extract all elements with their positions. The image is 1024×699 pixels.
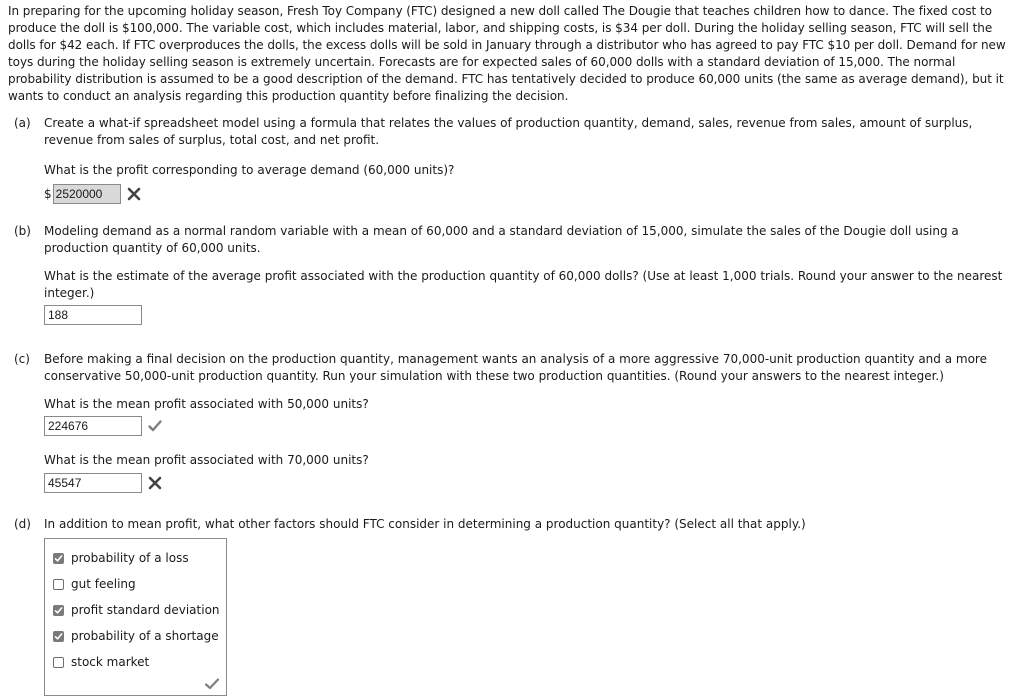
part-b [8, 223, 1016, 325]
part-c-text: Before making a final decision on the production quantity, management wants an analysis of a more aggressive 70,000-unit production quantity and a more conservative 50,000-unit production quantity. Run your simulation with these two production quantities. (Round your answers to the nearest integer.) [44, 352, 987, 383]
part-a-question: What is the profit corresponding to average demand (60,000 units)? [44, 163, 455, 177]
choice-label: gut feeling [71, 576, 136, 591]
incorrect-x-icon [126, 186, 142, 202]
part-a-text: Create a what-if spreadsheet model using a formula that relates the values of production quantity, demand, sales, revenue from sales, amount of surplus, revenue from sales of surplus, total cost, and net profit. [44, 116, 973, 147]
part-b-answer-input[interactable]: 188 [44, 305, 142, 325]
part-d [8, 516, 1016, 696]
part-a-label: (a) [14, 116, 31, 130]
checkbox-checked[interactable] [53, 605, 64, 616]
part-c-question-1: What is the mean profit associated with 50,000 units? [44, 397, 369, 411]
checkmark-icon [54, 554, 63, 563]
currency-symbol: $ [44, 186, 52, 201]
checkmark-icon [54, 606, 63, 615]
checkbox[interactable] [53, 579, 64, 590]
choice-label: probability of a shortage [71, 628, 219, 643]
checkbox-checked[interactable] [53, 631, 64, 642]
part-c-answer-2-input[interactable]: 45547 [44, 473, 142, 493]
part-a [8, 115, 1016, 204]
choice-gut-feeling[interactable] [45, 571, 226, 597]
choice-label: probability of a loss [71, 550, 189, 565]
part-b-question: What is the estimate of the average profit associated with the production quantity of 60,000 dolls? (Use at least 1,000 trials. Round your answer to the nearest integer.) [44, 269, 1003, 300]
correct-check-icon [147, 418, 163, 434]
part-c [8, 351, 1016, 493]
part-b-label: (b) [14, 224, 31, 238]
part-d-text: In addition to mean profit, what other factors should FTC consider in determining a production quantity? (Select all that apply.) [44, 517, 806, 531]
choice-label: stock market [71, 654, 150, 669]
part-a-answer-input[interactable]: 2520000 [53, 184, 121, 204]
problem-intro: In preparing for the upcoming holiday season, Fresh Toy Company (FTC) designed a new doll called The Dougie that teaches children how to dance. The fixed cost to produce the doll is $100,000. The variable cost, which includes material, labor, and shipping costs, is $34 per doll. During the holiday selling season, FTC will sell the dolls for $42 each. If FTC overproduces the dolls, the excess dolls will be sold in January through a distributor who has agreed to pay FTC $10 per doll. Demand for new toys during the holiday selling season is extremely uncertain. Forecasts are for expected sales of 60,000 dolls with a standard deviation of 15,000. The normal probability distribution is assumed to be a good description of the demand. FTC has tentatively decided to produce 60,000 units (the same as average demand), but it wants to conduct an analysis regarding this production quantity before finalizing the decision. [8, 4, 1006, 103]
checkmark-icon [54, 632, 63, 641]
choice-probability-of-loss[interactable] [45, 545, 226, 571]
part-c-answer-1-input[interactable]: 224676 [44, 416, 142, 436]
part-c-label: (c) [14, 352, 30, 366]
checkbox[interactable] [53, 657, 64, 668]
choice-probability-of-shortage[interactable] [45, 623, 226, 649]
choice-profit-standard-deviation[interactable] [45, 597, 226, 623]
choice-stock-market[interactable] [45, 649, 226, 675]
part-d-label: (d) [14, 517, 31, 531]
part-c-question-2: What is the mean profit associated with 70,000 units? [44, 453, 369, 467]
checkbox-checked[interactable] [53, 553, 64, 564]
correct-check-icon [204, 677, 220, 691]
part-d-choices [44, 538, 227, 696]
part-b-text: Modeling demand as a normal random variable with a mean of 60,000 and a standard deviation of 15,000, simulate the sales of the Dougie doll using a production quantity of 60,000 units. [44, 224, 959, 255]
incorrect-x-icon [147, 475, 163, 491]
choice-label: profit standard deviation [71, 602, 220, 617]
